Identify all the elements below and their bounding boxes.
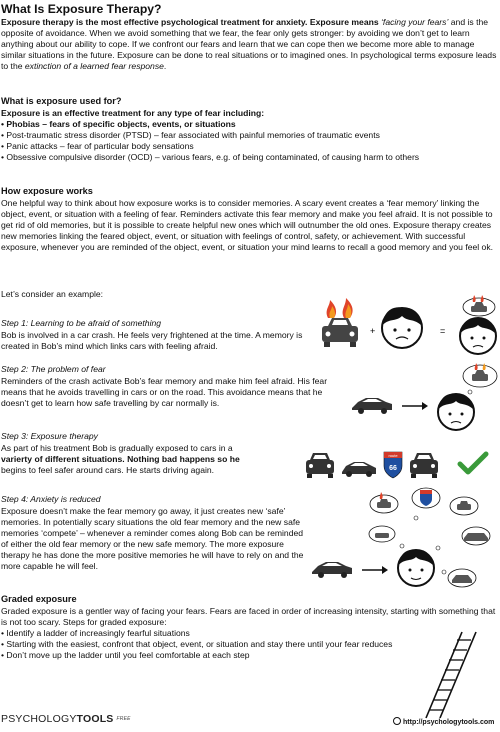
arrow-right-icon: [362, 566, 388, 574]
list-item: • Don’t move up the ladder until you feel comfortable at each step: [1, 650, 406, 661]
list-item: • Post-traumatic stress disorder (PTSD) – fear associated with painful memories of traumatic events: [1, 130, 499, 141]
step-3-title: Step 3: Exposure therapy: [1, 431, 98, 441]
frightened-face-icon: [438, 394, 474, 430]
route-sign-icon: [384, 452, 402, 478]
car-front-icon: [306, 453, 334, 478]
used-for-lead: Exposure is an effective treatment for any type of fear including:: [1, 108, 265, 118]
car-icon: [352, 398, 392, 414]
list-item: • Starting with the easiest, confront that object, event, or situation and stay there until your fear reduces: [1, 639, 406, 650]
psychology-tools-logo: PSYCHOLOGYTOOLS $^{FREE}$: [1, 713, 131, 725]
arrow-right-icon: [402, 402, 428, 410]
example-lead: Let’s consider an example:: [1, 289, 104, 299]
graded-list: [1, 628, 406, 661]
ladder-icon: [420, 630, 482, 718]
plus-sign: +: [370, 326, 376, 336]
globe-icon: [393, 717, 401, 725]
face-with-car-thought-icon: [460, 295, 496, 354]
step-1-title: Step 1: Learning to be afraid of something: [1, 318, 162, 328]
used-for-heading: What is exposure used for?: [1, 96, 122, 106]
car-icon: [312, 562, 352, 578]
page-title: What Is Exposure Therapy?: [1, 2, 162, 16]
step-3-body: As part of his treatment Bob is gradually exposed to cars in a varierty of different situations. Nothing bad happens so he begins to feel safer around cars. He starts driving again.: [1, 443, 240, 476]
calm-face-icon: [398, 550, 434, 586]
sports-car-icon: [342, 462, 376, 477]
intro-paragraph: Exposure therapy is the most effective psychological treatment for anxiety. Exposure means ‘facing your fears’ and is the opposite of avoidance. When we avoid something that we fear, the fear only gets stronger: by avoiding we don’t get to learn anything about our ability to cope. If we confront our fears and learn that we can cope then we become more able to manage similar situations in the future. Exposure can be done to real situations or to imagined ones. In psychological terms exposure leads to the extinction of a learned fear response.: [1, 17, 497, 72]
step-2-body: Reminders of the crash activate Bob’s fear memory and make him feel afraid. His fear means that he avoids travelling in cars or on the road. This avoidance means that he doesn’t get to learn how safe travelling by car normally is.: [1, 376, 328, 409]
used-for-list: [1, 119, 499, 163]
step-2-title: Step 2: The problem of fear: [1, 364, 106, 374]
graded-paragraph: Graded exposure is a gentler way of facing your fears. Fears are faced in order of increasing intensity, starting with something that is not too scary. Steps for graded exposure:: [1, 606, 496, 628]
how-heading: How exposure works: [1, 186, 93, 196]
crash-thought-bubble-icon: [463, 363, 497, 394]
list-item: • Obsessive compulsive disorder (OCD) – various fears, e.g. of being contaminated, of causing harm to others: [1, 152, 499, 163]
route-sign-number: 66: [389, 465, 397, 472]
step-1-illustration: [318, 298, 498, 358]
equals-sign: =: [440, 326, 446, 336]
how-paragraph: One helpful way to think about how exposure works is to consider memories. A scary event creates a ‘fear memory’ linking the object, event, or situation with a feeling of fear. Reminders activate this fear memory and make you feel afraid. It is not possible to get rid of old memories, but it is possible to create helpful new ones which will outnumber the old ones. Exposure therapy creates new memories linking the feared object, event, or situation with feelings of control, safety, or achievement. With successful exposure, whenever you are reminded of the object, event, or situation your mind learns to recall a good memory and you feel ok.: [1, 198, 494, 253]
list-item: • Panic attacks – fear of particular body sensations: [1, 141, 499, 152]
step-1-body: Bob is involved in a car crash. He feels very frightened at the time. A memory is created in Bob’s mind which links cars with feeling afraid.: [1, 330, 303, 352]
car-front-icon: [410, 453, 438, 478]
step-4-body: Exposure doesn’t make the fear memory go away, it just creates new ‘safe’ memories. In potentially scary situations the old fear memory and the new safe memories ‘compete’ – whenever a reminder comes along Bob can be reminded of either the old fear memory or the new safe memory. The more exposure therapy he has done the more positive memories he will have to rely on and the more capable he will feel.: [1, 506, 304, 572]
frightened-face-icon: [382, 307, 422, 348]
burning-car-icon: [322, 298, 358, 347]
list-item: • Phobias – fears of specific objects, events, or situations: [1, 119, 499, 130]
graded-heading: Graded exposure: [1, 594, 77, 604]
step-2-illustration: [352, 362, 498, 432]
route-sign-label: route: [388, 453, 398, 458]
footer-url[interactable]: http://psychologytools.com: [393, 717, 494, 728]
step-3-illustration: [302, 448, 498, 482]
step-4-title: Step 4: Anxiety is reduced: [1, 494, 101, 504]
list-item: • Identify a ladder of increasingly fearful situations: [1, 628, 406, 639]
check-mark-icon: [460, 454, 486, 472]
step-4-illustration: [312, 484, 498, 602]
